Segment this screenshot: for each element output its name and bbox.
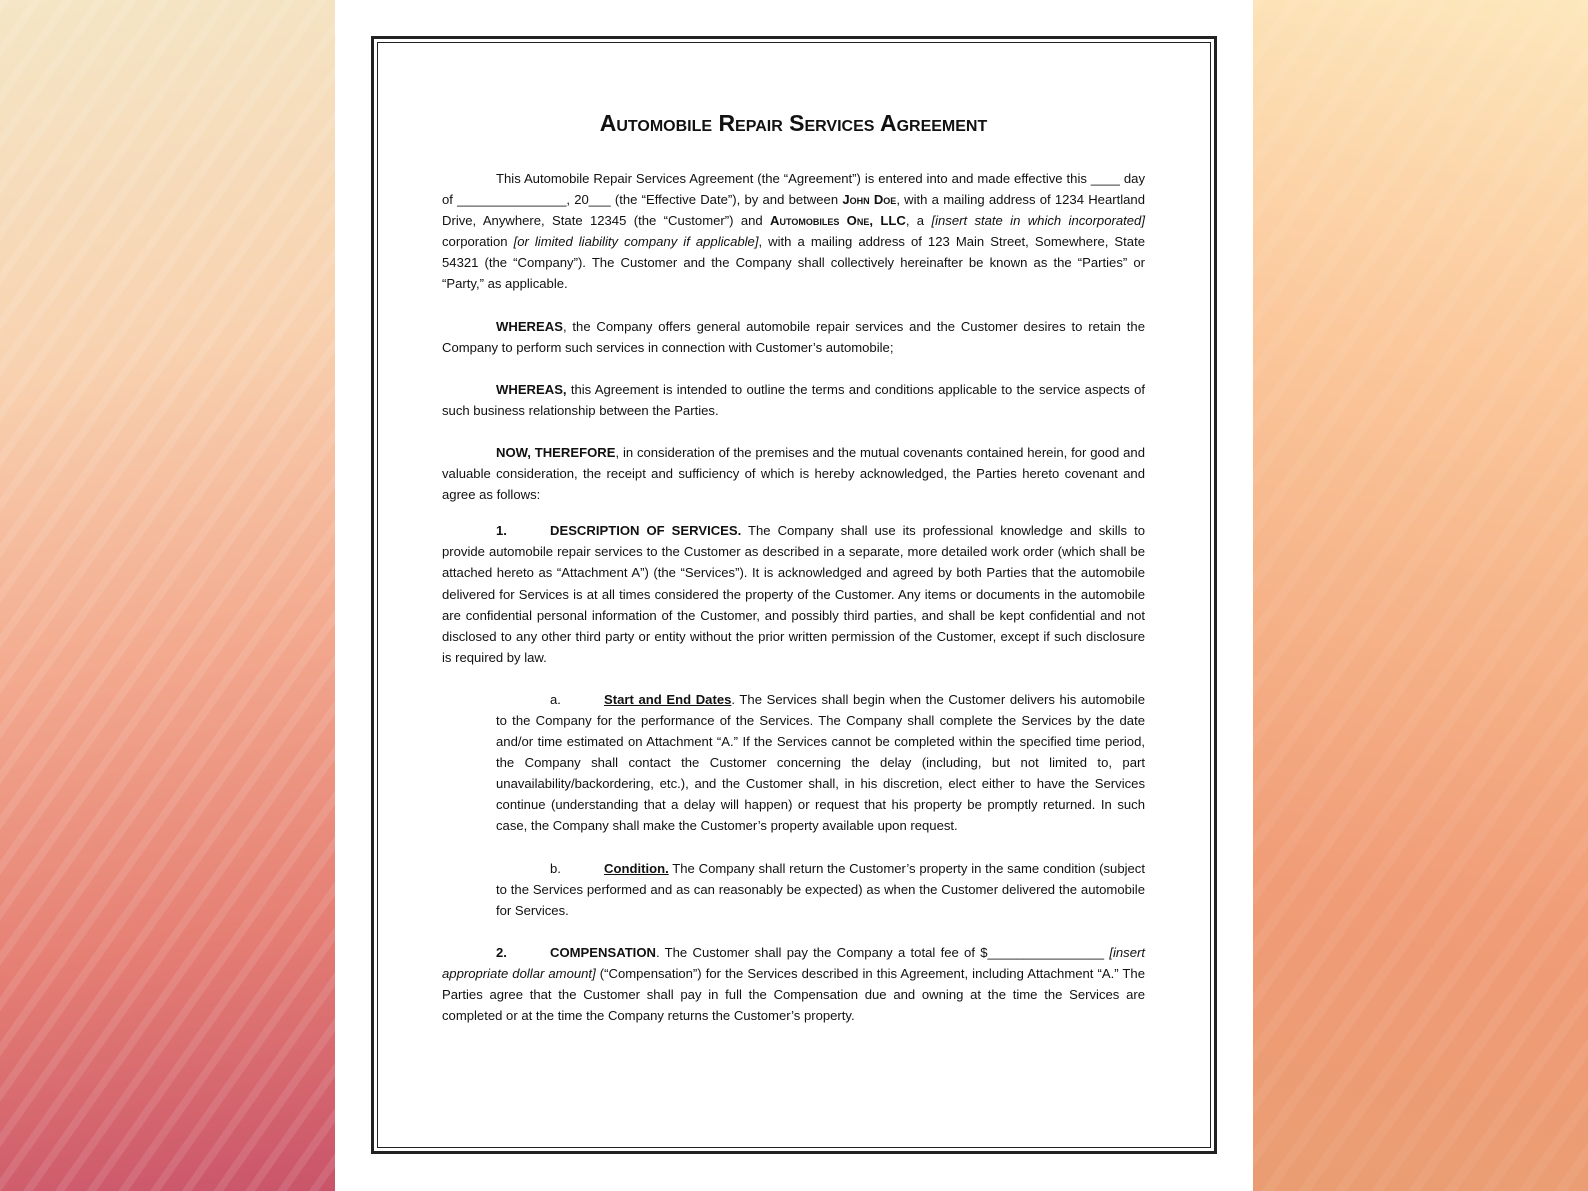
section-2-text-1: . The Customer shall pay the Company a total fee of $________________ — [655, 944, 1110, 960]
now-therefore-lead: NOW, THEREFORE — [496, 444, 616, 460]
section-1-number: 1. — [496, 523, 507, 539]
section-2-text-2: (“Compensation”) for the Services described in this Agreement, including Attachment “A.” The Parties agree that the Customer shall pay in full the Compensation due and owning at the time the Services are completed or at the time the Company returns the Customer’s property. — [442, 965, 1145, 1024]
section-1-text: The Company shall use its professional knowledge and skills to provide automobile repair services to the Customer as described in a separate, more detailed work order (which shall be attached hereto as “Attachment A”) (the “Services”). It is acknowledged and agreed by both Parties that the automobile delivered for Services is at all times considered the property of the Customer. Any items or documents in the automobile are confidential personal information of the Customer, and possibly third parties, and shall be kept confidential and not disclosed to any other third party or entity without the prior written permission of the Customer, except if such disclosure is required by law. — [442, 523, 1145, 665]
document-page — [335, 0, 1253, 1191]
section-1b-letter: b. — [550, 860, 561, 876]
background-left-panel — [0, 0, 335, 1191]
section-1b-paragraph — [496, 858, 1145, 921]
background-right-panel — [1253, 0, 1588, 1191]
section-1-heading: DESCRIPTION OF SERVICES. — [550, 523, 742, 539]
section-2-paragraph — [442, 942, 1145, 1026]
company-name: Automobiles One, LLC — [770, 213, 906, 229]
section-1a-heading: Start and End Dates — [604, 691, 732, 707]
section-2-heading: COMPENSATION — [550, 944, 656, 960]
section-1b-heading: Condition. — [604, 860, 669, 876]
section-1-paragraph — [442, 520, 1145, 668]
section-1b-text: The Company shall return the Customer’s property in the same condition (subject to the Services performed and as can reasonably be expected) as when the Customer delivered the automobile for Services. — [496, 860, 1145, 918]
now-therefore-paragraph — [442, 442, 1145, 505]
intro-text-4: corporation — [442, 234, 514, 250]
intro-text-2: , with a mailing address of 1234 Heartland Drive, Anywhere, State 12345 (the “Customer”) and — [442, 192, 1145, 229]
now-therefore-text: , in consideration of the premises and the mutual covenants contained herein, for good and valuable consideration, the receipt and sufficiency of which is hereby acknowledged, the Parties hereto covenant and agree as follows: — [442, 444, 1145, 503]
document-title-text: Automobile Repair Services Agreement — [599, 110, 988, 136]
whereas-paragraph-1 — [442, 316, 1145, 358]
whereas-2-lead: WHEREAS, — [496, 381, 567, 397]
whereas-2-text: this Agreement is intended to outline the terms and conditions applicable to the service aspects of such business relationship between the Parties. — [442, 381, 1145, 418]
intro-text-1: This Automobile Repair Services Agreement (the “Agreement”) is entered into and made effective this ____ day of _______________, 20___ (the “Effective Date”), by and between — [442, 171, 1145, 208]
section-1a-paragraph — [496, 689, 1145, 837]
whereas-paragraph-2 — [442, 379, 1145, 421]
intro-paragraph — [442, 168, 1145, 295]
section-2-number: 2. — [496, 944, 507, 960]
whereas-1-lead: WHEREAS — [496, 318, 563, 334]
intro-text-3: , a — [905, 213, 932, 229]
section-2-placeholder-amount: [insert appropriate dollar amount] — [442, 944, 1145, 981]
intro-placeholder-llc: [or limited liability company if applicable] — [513, 234, 759, 250]
intro-placeholder-state: [insert state in which incorporated] — [931, 213, 1145, 229]
section-1a-letter: a. — [550, 691, 561, 707]
whereas-1-text: , the Company offers general automobile repair services and the Customer desires to retain the Company to perform such services in connection with Customer’s automobile; — [442, 318, 1145, 355]
section-1a-text: . The Services shall begin when the Customer delivers his automobile to the Company for the performance of the Services. The Company shall complete the Services by the date and/or time estimated on Attachment “A.” If the Services cannot be completed within the specified time period, the Company shall contact the Customer concerning the delay (including, but not limited to, part unavailability/backordering, etc.), and the Customer shall, in his discretion, elect either to have the Services continue (understanding that a delay will happen) or request that his property be promptly returned. In such case, the Company shall make the Customer’s property available upon request. — [496, 691, 1145, 834]
customer-name: John Doe — [842, 192, 897, 208]
document-body — [442, 108, 1145, 1026]
intro-text-5: , with a mailing address of 123 Main Street, Somewhere, State 54321 (the “Company”). The Customer and the Company shall collectively hereinafter be known as the “Parties” or “Party,” as applicable. — [442, 234, 1145, 292]
document-title — [442, 108, 1145, 138]
